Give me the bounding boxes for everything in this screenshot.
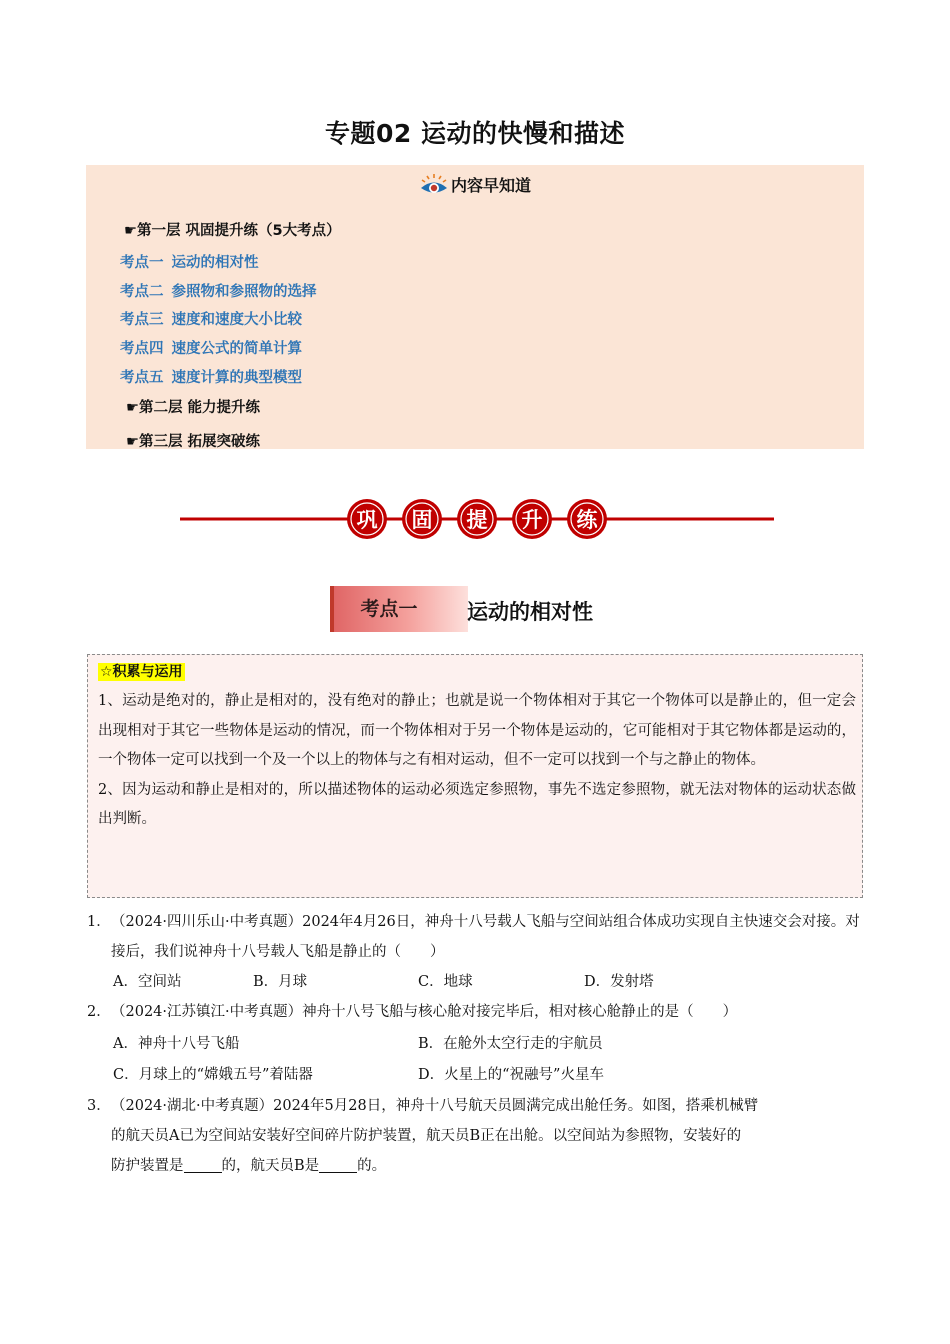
- eye-icon: [419, 173, 449, 197]
- toc-header: [86, 173, 864, 198]
- svg-text:固: 固: [411, 508, 433, 532]
- accumulation-box: [87, 654, 863, 898]
- banner-char-4: [512, 499, 552, 539]
- option-b[interactable]: B．在舱外太空行走的宇航员: [418, 1036, 603, 1052]
- answer-blank-2[interactable]: [319, 1156, 357, 1173]
- toc-header-label: 内容早知道: [450, 176, 531, 195]
- option-d[interactable]: D．火星上的“祝融号”火星车: [418, 1067, 604, 1083]
- question-options: [87, 967, 863, 997]
- section-banner: [180, 496, 774, 542]
- option-a[interactable]: A．神舟十八号飞船: [113, 1036, 240, 1052]
- option-b[interactable]: B．月球: [253, 974, 308, 990]
- banner-char-1: [347, 499, 387, 539]
- option-a[interactable]: A．空间站: [113, 974, 182, 990]
- section-label: 考点一: [360, 598, 418, 620]
- accumulation-paragraph-2: 2、因为运动和静止是相对的，所以描述物体的运动必须选定参照物，事先不选定参照物，就无法对物体的运动状态做出判断。: [98, 781, 856, 827]
- svg-text:提: 提: [466, 508, 488, 532]
- option-c[interactable]: C．地球: [418, 974, 473, 990]
- toc-layer-1: ☛第一层 巩固提升练（5大考点）: [124, 223, 341, 239]
- toc-layer-2: ☛第二层 能力提升练: [126, 400, 261, 416]
- question-text: （2024·江苏镇江·中考真题）神舟十八号飞船与核心舱对接完毕后，相对核心舱静止的是（ ）: [111, 1004, 738, 1020]
- toc-point-5: 考点五 速度计算的典型模型: [120, 370, 302, 386]
- question-1: [87, 907, 863, 997]
- toc-point-3: 考点三 速度和速度大小比较: [120, 312, 302, 328]
- question-text-line-3: 防护装置是 的，航天员B是 的。: [111, 1158, 387, 1174]
- option-c[interactable]: C．月球上的“嫦娥五号”着陆器: [113, 1067, 313, 1083]
- question-2: [87, 997, 863, 1090]
- question-number: 3．: [87, 1098, 111, 1114]
- toc-layer-3: ☛第三层 拓展突破练: [126, 434, 261, 450]
- question-number: 1．: [87, 914, 111, 930]
- question-text: （2024·四川乐山·中考真题）2024年4月26日，神舟十八号载人飞船与空间站组合体成功实现自主快速交会对接。对接后，我们说神舟十八号载人飞船是静止的（ ）: [111, 914, 860, 960]
- svg-text:巩: 巩: [356, 508, 378, 532]
- question-options-row-2: [87, 1060, 863, 1090]
- section-label-box: [330, 586, 468, 632]
- toc-point-4: 考点四 速度公式的简单计算: [120, 341, 302, 357]
- svg-text:练: 练: [576, 508, 598, 532]
- question-options-row-1: [87, 1029, 863, 1059]
- toc-point-2: 考点二 参照物和参照物的选择: [120, 284, 317, 300]
- answer-blank-1[interactable]: [184, 1156, 222, 1173]
- banner-char-5: [567, 499, 607, 539]
- accumulation-text: [98, 687, 856, 835]
- accumulation-tag: ☆积累与运用: [100, 664, 183, 680]
- question-3: [87, 1091, 863, 1181]
- question-text-line-1: （2024·湖北·中考真题）2024年5月28日，神舟十八号航天员圆满完成出舱任务。如图，搭乘机械臂: [111, 1098, 759, 1114]
- accumulation-paragraph-1: 1、运动是绝对的，静止是相对的，没有绝对的静止；也就是说一个物体相对于其它一个物体可以是静止的，但一定会出现相对于其它一些物体是运动的情况，而一个物体相对于另一个物体是运动的，它可能相对于其它物体都是运动的，一个物体一定可以找到一个及一个以上的物体与之有相对运动，但不一定可以找到一个与之静止的物体。: [98, 693, 856, 768]
- svg-text:升: 升: [521, 508, 543, 532]
- toc-point-1: 考点一 运动的相对性: [120, 255, 259, 271]
- toc-box: [86, 165, 864, 449]
- question-text-line-2: 的航天员A已为空间站安装好空间碎片防护装置，航天员B正在出舱。以空间站为参照物，安装好的: [111, 1128, 742, 1144]
- question-number: 2．: [87, 1004, 111, 1020]
- banner-char-3: [457, 499, 497, 539]
- section-title: 运动的相对性: [467, 600, 593, 624]
- page-title: 专题02 运动的快慢和描述: [325, 119, 625, 148]
- option-d[interactable]: D．发射塔: [584, 974, 654, 990]
- banner-char-2: [402, 499, 442, 539]
